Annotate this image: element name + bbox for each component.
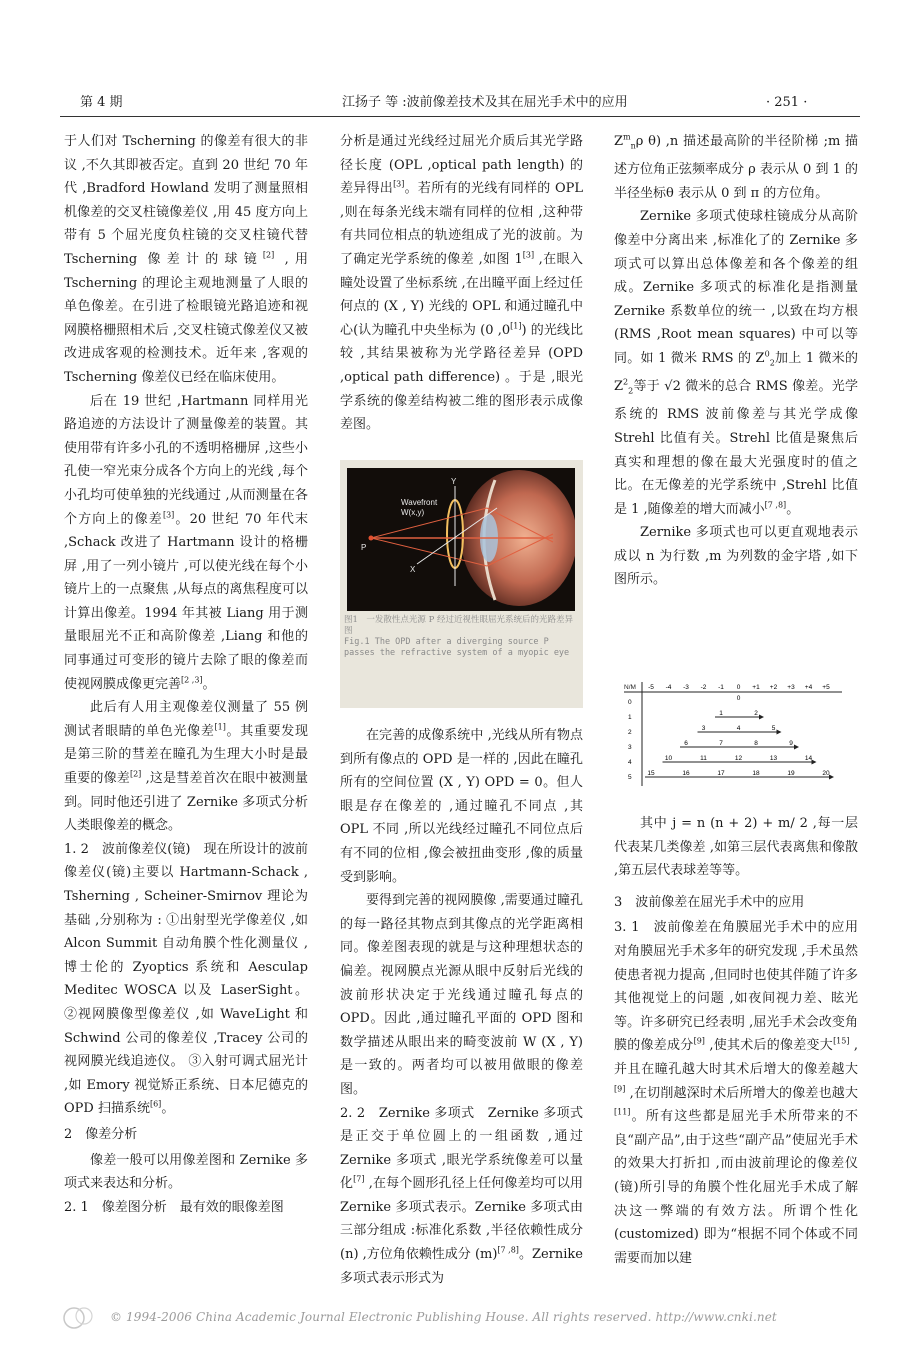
pyramid-m-label: +3 — [787, 684, 795, 691]
point-source-label: P — [361, 543, 367, 552]
pyramid-term-index: 13 — [769, 755, 778, 762]
paragraph: 2. 2 Zernike 多项式 Zernike 多项式是正交于单位圆上的一组函数 ,通过 Zernike 多项式 ,眼光学系统像差可以量化[7] ,在每个圆形孔径上任何像差均可以用 Zernike 多项式表示。Zernike 多项式由三部分组成 :标准化系数 ,半径依赖性成分 (n) ,方位角依赖性成分 (m)[7 ,8]。Zernike 多项式表示形式为 — [340, 1105, 583, 1286]
pyramid-m-label: 0 — [736, 684, 741, 691]
section-heading: 2 像差分析 — [64, 1126, 138, 1142]
pyramid-term-index: 14 — [804, 755, 813, 762]
pyramid-arrowhead — [794, 745, 799, 750]
x-axis-label: X — [410, 565, 416, 574]
paragraph: Zernike 多项式使球柱镜成分从高阶像差中分离出来 ,标准化了的 Zernike 多项式可以算出总体像差和各个像差的组成。Zernike 多项式的标准化是指测量 Zernike 系数单位的统一 ,以致在均方根 (RMS ,Root mean squares) 中可以等同。如 1 微米 RMS 的 $Z^0_2$加上 1 微米的 $Z^2_2$等于 √2 微米的总合 RMS 像差。光学系统的 RMS 波前像差与其光学成像 Strehl 比值有关。Strehl 比值是聚焦后真实和理想的像在最大光强度时的值之比。在无像差的光学系统中 ,Strehl 比值是 1 ,随像差的增大而减小[7 ,8]。 — [614, 209, 858, 517]
pyramid-n-label: 5 — [628, 774, 632, 781]
figure-1-caption: 图1 一发散性点光源 P 经过近视性眼屈光系统后的光路差异图 Fig.1 The OPD after a diverging source P passes the refractive system of a myopic eye — [344, 615, 574, 658]
pyramid-n-label: 2 — [628, 729, 632, 736]
pyramid-term-index: 9 — [789, 740, 793, 747]
pyramid-m-label: -1 — [718, 684, 724, 691]
paragraph: $Z^m_n\rho$ θ) ,n 描述最高阶的半径阶梯 ;m 描述方位角正弦频率成分 ρ 表示从 0 到 1 的半径坐标θ 表示从 0 到 π 的方位角。 — [614, 132, 858, 201]
paragraph: 3. 1 波前像差在角膜屈光手术中的应用 对角膜屈光手术多年的研究发现 ,手术虽然使患者视力提高 ,但同时也使其伴随了许多其他视觉上的问题 ,如夜间视力差、眩光等。许多研究已经表明 ,屈光手术会改变角膜的像差成分[9] ,使其术后的像差变大[15] ,并且在瞳孔越大时其术后增大的像差越大[9] ,在切削越深时术后所增大的像差也越大[11]。所有这些都是屈光手术所带来的不良“副产品”,由于这些“副产品”使屈光手术的效果大打折扣 ,而由波前理论的像差仪(镜)所引导的角膜个性化屈光手术成了解决这一弊端的有效方法。所谓个性化 (customized) 即为“根据不同个体或不同需要而加以建 — [614, 920, 872, 1266]
pyramid-term-index: 18 — [752, 770, 760, 777]
paragraph: Zernike 多项式也可以更直观地表示成以 n 为行数 ,m 为列数的金字塔 ,如下图所示。 — [614, 525, 858, 588]
pyramid-term-index: 2 — [754, 710, 758, 717]
pyramid-term-index: 3 — [701, 725, 706, 732]
pyramid-term-index: 17 — [717, 770, 725, 777]
paragraph: 要得到完善的视网膜像 ,需要通过瞳孔的每一路径其物点到其像点的光学距离相同。像差图表现的就是与这种理想状态的偏差。视网膜点光源从眼中反射后光线的波前形状决定于光线通过瞳孔每点的 OPD。因此 ,通过瞳孔平面的 OPD 图和数学描述从眼出来的畸变波前 W (X , Y) 是一致的。两者均可以被用做眼的像差图。 — [340, 893, 583, 1097]
pyramid-term-index: 10 — [664, 755, 673, 762]
pyramid-m-label: -4 — [665, 684, 672, 691]
pyramid-term-index: 6 — [684, 740, 688, 747]
pyramid-term-index: 0 — [736, 695, 741, 702]
figure-1 — [340, 460, 583, 708]
pyramid-arrowhead — [829, 775, 834, 780]
section-heading: 3 波前像差在屈光手术中的应用 — [614, 894, 805, 910]
pyramid-arrowhead — [777, 730, 782, 735]
pyramid-term-index: 19 — [787, 770, 795, 777]
pyramid-term-index: 1 — [719, 710, 723, 717]
eye-diagram — [347, 468, 575, 611]
pyramid-n-label: 4 — [628, 759, 632, 766]
pyramid-term-index: 4 — [736, 725, 741, 732]
column-2-bottom — [340, 724, 583, 1290]
header-rule — [60, 116, 860, 117]
pyramid-term-index: 12 — [734, 755, 743, 762]
paragraph: 分析是通过光线经过屈光介质后其光学路径长度 (OPL ,optical path length) 的差异得出[3]。若所有的光线有同样的 OPL ,则在每条光线末端有同样的位相 ,这种带有共同位相点的轨迹组成了光的波前。为了确定光学系统的像差 ,如图 1[3] ,在眼入瞳处设置了坐标系统 ,在出瞳平面上经过任何点的 (X , Y) 光线的 OPL 和通过瞳孔中心(认为瞳孔中央坐标为 (0 ,0[1]) 的光线比较 ,其结果被称为光学路径差异 (OPD ,optical path difference) 。于是 ,眼光学系统的像差结构被二维的图形表示成像差图。 — [340, 134, 583, 433]
column-2-top — [340, 130, 583, 437]
pyramid-rows — [645, 695, 834, 780]
wavefront-label: Wavefront — [401, 498, 438, 507]
figure-1-image — [347, 468, 575, 611]
pyramid-n-axis — [628, 699, 632, 781]
paragraph: 1. 2 波前像差仪(镜) 现在所设计的波前像差仪(镜)主要以 Hartmann-Schack , Tsherning , Scheiner-Smirnov 理论为基础 ,分别称为 : ①出射型光学像差仪 ,如 Alcon Summit 自动角膜个性化测量仪 ,博士伦的 Zyoptics 系统和 Aesculap Meditec WOSCA 以及 LaserSight。 ②视网膜像型像差仪 ,如 WaveLight 和 Schwind 公司的像差仪 ,Tracey 公司的视网膜光线追迹仪。 ③入射可调式屈光计 ,如 Emory 视觉矫正系统、日本尼德克的 OPD 扫描系统[6]。 — [64, 841, 308, 1117]
pyramid-m-label: +4 — [804, 684, 813, 691]
paragraph: 在完善的成像系统中 ,光线从所有物点到所有像点的 OPD 是一样的 ,因此在瞳孔所有的空间位置 (X , Y) OPD = 0。但人眼是存在像差的 ,通过瞳孔不同点 ,其 OPL 不同 ,所以光线经过瞳孔不同位点后有不同的位相 ,像会被扭曲变形 ,像的质量受到影响。 — [340, 728, 583, 885]
pyramid-term-index: 7 — [719, 740, 723, 747]
pyramid-m-label: +2 — [769, 684, 778, 691]
pyramid-term-index: 8 — [754, 740, 758, 747]
pyramid-term-index: 5 — [771, 725, 776, 732]
pyramid-n-label: 0 — [628, 699, 632, 706]
pyramid-m-label: +5 — [822, 684, 830, 691]
pyramid-term-index: 16 — [682, 770, 690, 777]
pyramid-m-label: -5 — [648, 684, 654, 691]
pyramid-n-label: 1 — [628, 714, 632, 721]
paragraph: 后在 19 世纪 ,Hartmann 同样用光路追迹的方法设计了测量像差的装置。其使用带有许多小孔的不透明格栅屏 ,这些小孔使一窄光束分成各个方向上的光线 ,每个小孔均可使单独的光线通过 ,从而测量在各个方向上的像差[3]。20 世纪 70 年代末 ,Schack 改进了 Hartmann 设计的格栅屏 ,用了一列小镜片 ,可以使光线在每个小镜片上的一点聚焦 ,从每点的离焦程度可以计算出像差。1994 年其被 Liang 用于测量眼屈光不正和高阶像差 ,Liang 和他的同事通过可变形的镜片去除了眼的像差而使视网膜成像更完善[2 ,3]。 — [64, 393, 308, 692]
zernike-pyramid — [622, 680, 844, 788]
pyramid-term-index: 11 — [700, 755, 707, 762]
pyramid-m-label: -2 — [700, 684, 707, 691]
copyright-footer: © 1994-2006 China Academic Journal Electronic Publishing House. All rights reserved. http://www.cnki.net — [110, 1310, 777, 1324]
journal-issue: 第 4 期 — [80, 95, 123, 110]
wxy-label: W(x,y) — [401, 508, 425, 517]
pyramid-corner-label: N/M — [624, 684, 636, 691]
running-title: 江扬子 等 :波前像差技术及其在屈光手术中的应用 — [342, 95, 628, 110]
paragraph: 此后有人用主观像差仪测量了 55 例测试者眼睛的单色光像差[1]。其重要发现是第三阶的彗差在瞳孔为生理大小时是最重要的像差[2] ,这是彗差首次在眼中被测量到。同时他还引进了 Zernike 多项式分析人类眼像差的概念。 — [64, 700, 308, 834]
column-3-top — [614, 130, 858, 592]
y-axis-label: Y — [451, 477, 457, 486]
pyramid-term-index: 20 — [822, 770, 830, 777]
page-number: · 251 · — [766, 95, 808, 110]
pyramid-m-axis — [648, 684, 830, 691]
pyramid-arrowhead — [812, 760, 817, 765]
pyramid-m-label: -3 — [683, 684, 689, 691]
paragraph: 像差一般可以用像差图和 Zernike 多项式来表达和分析。 — [64, 1152, 308, 1192]
zernike-pyramid-diagram — [622, 680, 844, 788]
paragraph: 2. 1 像差图分析 最有效的眼像差图 — [64, 1199, 284, 1215]
pyramid-arrowhead — [759, 715, 764, 720]
cnki-logo-icon — [60, 1302, 100, 1332]
paragraph: 其中 j = n (n + 2) + m/ 2 ,每一层代表某几类像差 ,如第三层代表离焦和像散 ,第五层代表球差等等。 — [614, 816, 858, 879]
paragraph: 于人们对 Tscherning 的像差有很大的非议 ,不久其即被否定。直到 20 世纪 70 年代 ,Bradford Howland 发明了测量照相机像差的交叉柱镜像差仪 ,用 45 度方向上带有 5 个屈光度负柱镜的交叉柱镜代替 Tscherning 像差计的球镜[2] ,用 Tscherning 的理论主观地测量了人眼的单色像差。在引进了检眼镜光路追迹和视网膜格栅照相术后 ,交叉柱镜式像差仪又被改进成客观的检测技术。近年来 ,客观的 Tscherning 像差仪已经在临床使用。 — [64, 134, 308, 385]
column-1 — [64, 130, 308, 1219]
pyramid-term-index: 15 — [647, 770, 655, 777]
pyramid-m-label: +1 — [752, 684, 760, 691]
pyramid-n-label: 3 — [628, 744, 632, 751]
column-3-bottom — [614, 812, 872, 1270]
